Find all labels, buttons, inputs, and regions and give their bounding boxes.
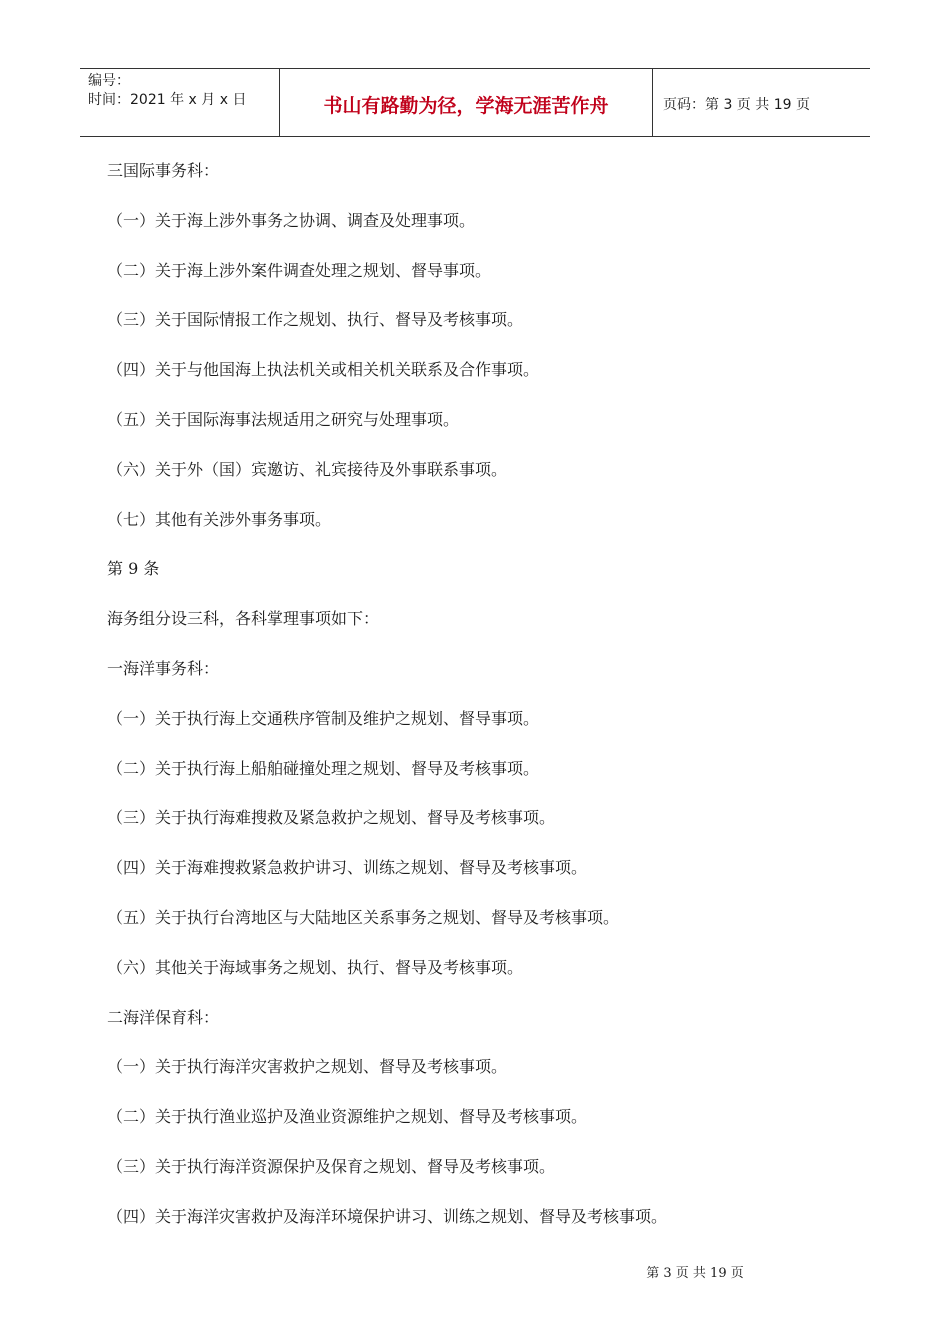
body-line: （三）关于执行海洋资源保护及保育之规划、督导及考核事项。 [107, 1156, 556, 1176]
body-line: 三国际事务科： [107, 161, 220, 180]
body-line: （五）关于执行台湾地区与大陆地区关系事务之规划、督导及考核事项。 [107, 907, 620, 927]
footer-page-number: 第 3 页 共 19 页 [646, 1266, 744, 1281]
body-line: （一）关于执行海洋灾害救护之规划、督导及考核事项。 [107, 1057, 508, 1077]
body-line: （二）关于海上涉外案件调查处理之规划、督导事项。 [107, 260, 492, 280]
header-page-code: 页码：第 3 页 共 19 页 [663, 96, 810, 113]
header-meta-cell [80, 69, 280, 136]
body-line: （四）关于海洋灾害救护及海洋环境保护讲习、训练之规划、督导及考核事项。 [107, 1206, 668, 1226]
header-motto: 书山有路勤为径，学海无涯苦作舟 [280, 69, 653, 136]
body-line: （四）关于海难搜救紧急救护讲习、训练之规划、督导及考核事项。 [107, 858, 588, 878]
body-line: （五）关于国际海事法规适用之研究与处理事项。 [107, 409, 460, 429]
body-line: （二）关于执行海上船舶碰撞处理之规划、督导及考核事项。 [107, 758, 540, 778]
body-line: （一）关于海上涉外事务之协调、调查及处理事项。 [107, 210, 476, 230]
body-line: （三）关于执行海难搜救及紧急救护之规划、督导及考核事项。 [107, 808, 556, 828]
body-line: （七）其他有关涉外事务事项。 [107, 509, 332, 529]
article-heading: 第 9 条 [107, 559, 160, 579]
body-line: （四）关于与他国海上执法机关或相关机关联系及合作事项。 [107, 360, 540, 380]
body-line: （六）其他关于海域事务之规划、执行、督导及考核事项。 [107, 957, 524, 977]
document-date: 时间：2021 年 x 月 x 日 [88, 92, 247, 108]
section-heading: 一海洋事务科： [107, 658, 220, 678]
body-line: （三）关于国际情报工作之规划、执行、督导及考核事项。 [107, 310, 524, 330]
body-line: （六）关于外（国）宾邀访、礼宾接待及外事联系事项。 [107, 459, 508, 479]
document-number-label: 编号： [88, 73, 130, 89]
body-line: 海务组分设三科，各科掌理事项如下： [107, 609, 380, 629]
section-heading: 二海洋保育科： [107, 1007, 220, 1027]
body-line: （二）关于执行渔业巡护及渔业资源维护之规划、督导及考核事项。 [107, 1107, 588, 1127]
document-body [107, 158, 807, 1254]
page-footer [0, 1262, 950, 1281]
document-header [80, 68, 870, 137]
body-line: （一）关于执行海上交通秩序管制及维护之规划、督导事项。 [107, 708, 540, 728]
